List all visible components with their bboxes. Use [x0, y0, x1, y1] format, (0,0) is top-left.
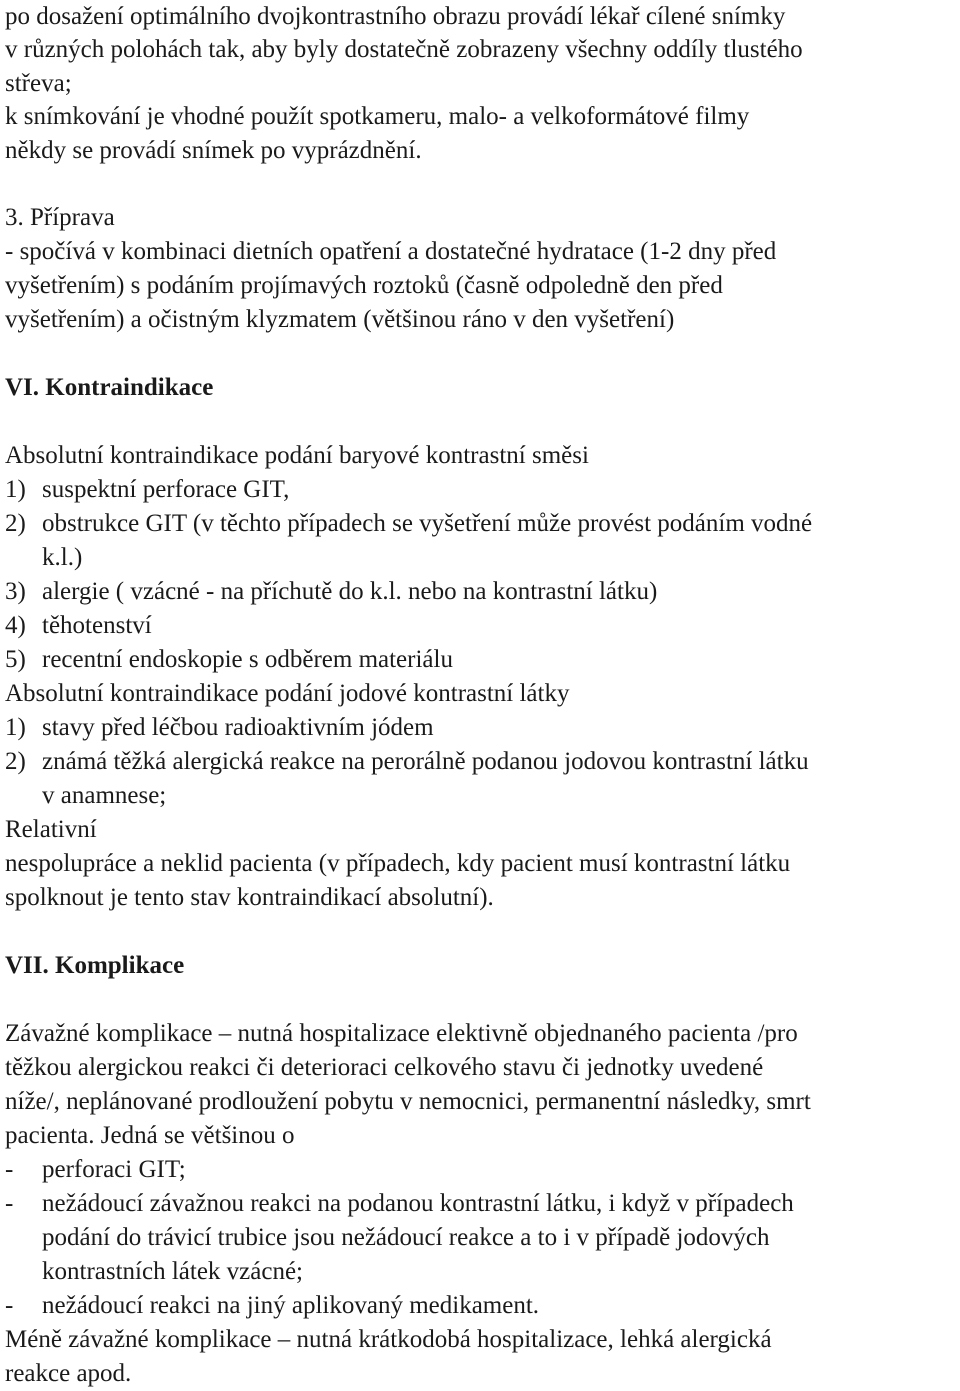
section-heading-kontraindikace: VI. Kontraindikace [5, 374, 214, 401]
item-text: těhotenství [42, 612, 152, 639]
item-text: stavy před léčbou radioaktivním jódem [42, 714, 434, 741]
relativni-line: spolknout je tento stav kontraindikací absolutní). [5, 884, 494, 911]
item-text: obstrukce GIT (v těchto případech se vyšetření může provést podáním vodné [42, 510, 813, 537]
item-number: 2) [5, 510, 26, 537]
item-text: nežádoucí závažnou reakci na podanou kontrastní látku, i když v případech [42, 1190, 794, 1217]
item-bullet: - [5, 1292, 14, 1319]
list-item [5, 507, 812, 541]
section-heading-komplikace: VII. Komplikace [5, 952, 185, 979]
relativni-line: nespolupráce a neklid pacienta (v případech, kdy pacient musí kontrastní látku [5, 850, 791, 877]
intro-line: v různých polohách tak, aby byly dostatečně zobrazeny všechny oddíly tlustého [5, 36, 803, 63]
komplikace-line: níže/, neplánované prodloužení pobytu v nemocnici, permanentní následky, smrt [5, 1088, 811, 1115]
item-number: 1) [5, 714, 26, 741]
section-heading-priprava: 3. Příprava [5, 204, 115, 231]
komplikace-line: Závažné komplikace – nutná hospitalizace elektivně objednaného pacienta /pro [5, 1020, 798, 1047]
list-item [5, 575, 657, 609]
list-item [5, 1153, 186, 1187]
item-continuation: v anamnese; [42, 782, 167, 809]
item-continuation: podání do trávicí trubice jsou nežádoucí reakce a to i v případě jodových [42, 1224, 770, 1251]
priprava-line: vyšetřením) s podáním projímavých roztoků (časně odpoledně den před [5, 272, 723, 299]
relativni-title: Relativní [5, 816, 97, 843]
baryum-title: Absolutní kontraindikace podání baryové kontrastní směsi [5, 442, 589, 469]
list-item [5, 711, 434, 745]
item-continuation: kontrastních látek vzácné; [42, 1258, 303, 1285]
item-bullet: - [5, 1156, 14, 1183]
mene-line: Méně závažné komplikace – nutná krátkodobá hospitalizace, lehká alergická [5, 1326, 772, 1353]
item-number: 1) [5, 476, 26, 503]
intro-line: někdy se provádí snímek po vyprázdnění. [5, 137, 422, 164]
komplikace-line: těžkou alergickou reakci či deterioraci celkového stavu či jednotky uvedené [5, 1054, 764, 1081]
item-number: 2) [5, 748, 26, 775]
item-text: suspektní perforace GIT, [42, 476, 290, 503]
item-number: 4) [5, 612, 26, 639]
list-item [5, 643, 453, 677]
list-item [5, 473, 289, 507]
item-text: známá těžká alergická reakce na perorálně podanou jodovou kontrastní látku [42, 748, 809, 775]
priprava-line: vyšetřením) a očistným klyzmatem (většinou ráno v den vyšetření) [5, 306, 675, 333]
mene-line: reakce apod. [5, 1360, 132, 1387]
list-item [5, 1289, 539, 1323]
komplikace-line: pacienta. Jedná se většinou o [5, 1122, 295, 1149]
item-number: 3) [5, 578, 26, 605]
intro-line: k snímkování je vhodné použít spotkameru, malo- a velkoformátové filmy [5, 103, 750, 130]
list-item [5, 1187, 794, 1221]
jod-title: Absolutní kontraindikace podání jodové kontrastní látky [5, 680, 570, 707]
priprava-line: - spočívá v kombinaci dietních opatření a dostatečné hydratace (1-2 dny před [5, 238, 777, 265]
item-text: alergie ( vzácné - na příchutě do k.l. nebo na kontrastní látku) [42, 578, 658, 605]
item-text: nežádoucí reakci na jiný aplikovaný medikament. [42, 1292, 540, 1319]
item-text: perforaci GIT; [42, 1156, 186, 1183]
item-bullet: - [5, 1190, 14, 1217]
list-item [5, 745, 809, 779]
item-text: recentní endoskopie s odběrem materiálu [42, 646, 453, 673]
list-item [5, 609, 152, 643]
intro-line: po dosažení optimálního dvojkontrastního obrazu provádí lékař cílené snímky [5, 3, 786, 30]
intro-line: střeva; [5, 70, 72, 97]
item-number: 5) [5, 646, 26, 673]
item-continuation: k.l.) [42, 544, 83, 571]
